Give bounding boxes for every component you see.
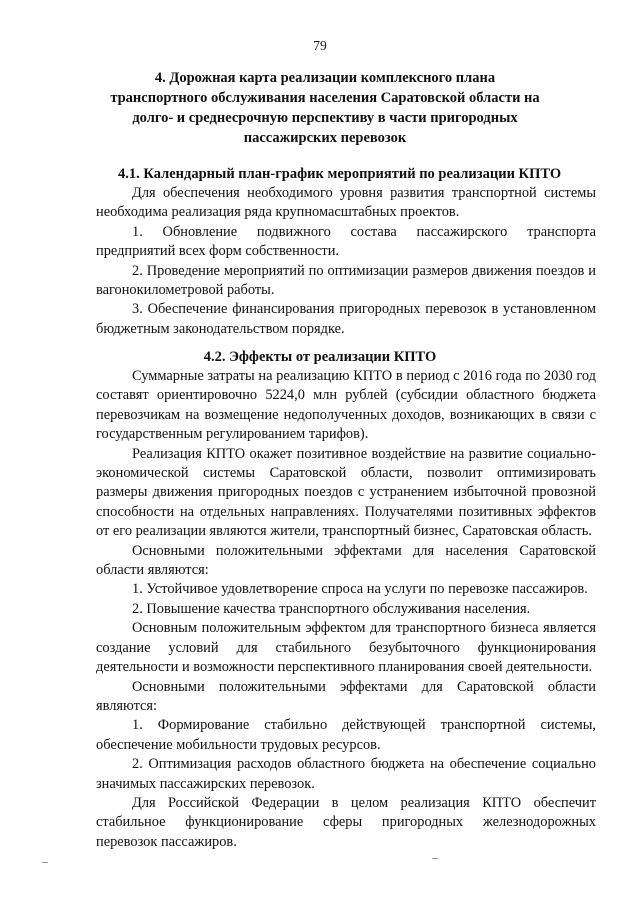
chapter-title: 4. Дорожная карта реализации комплексного плана транспортного обслуживания населения Саратовской области на долго- и среднесрочную перспективу в части пригородных пассажирских перевозок xyxy=(110,70,540,146)
section-heading-4-1: 4.1. Календарный план-график мероприятий по реализации КПТО xyxy=(118,166,562,182)
paragraph: Реализация КПТО окажет позитивное воздействие на развитие социально-экономической системы Саратовской области, позволит оптимизировать размеры движения пригородных поездов с устранением избыточной провозной способности на отдельных направлениях. Получателями позитивных эффектов от его реализации являются жители, транспортный бизнес, Саратовская область. xyxy=(96,445,596,540)
list-item: 1. Устойчивое удовлетворение спроса на услуги по перевозке пассажиров. xyxy=(132,581,588,598)
paragraph: Основным положительным эффектом для транспортного бизнеса является создание условий для стабильного безубыточного функционирования деятельности и возможности перспективного планирования своей деятельности. xyxy=(96,620,596,676)
section-4-2-body xyxy=(96,367,596,852)
scan-mark xyxy=(42,862,48,863)
list-item: 2. Повышение качества транспортного обслуживания населения. xyxy=(132,600,531,617)
paragraph: Для обеспечения необходимого уровня развития транспортной системы необходима реализация ряда крупномасштабных проектов. xyxy=(96,185,596,221)
paragraph: Основными положительными эффектами для населения Саратовской области являются: xyxy=(96,542,596,579)
list-item: 2. Оптимизация расходов областного бюджета на обеспечение социально значимых пассажирских перевозок. xyxy=(96,756,596,792)
list-item: 1. Обновление подвижного состава пассажирского транспорта предприятий всех форм собственности. xyxy=(96,223,596,260)
scan-mark xyxy=(432,858,438,859)
list-item: 2. Проведение мероприятий по оптимизации размеров движения поездов и вагонокилометровой работы. xyxy=(96,262,596,299)
paragraph: Для Российской Федерации в целом реализация КПТО обеспечит стабильное функционирование сферы пригородных железнодорожных перевозок пассажиров. xyxy=(96,794,596,850)
section-heading-4-2: 4.2. Эффекты от реализации КПТО xyxy=(203,349,437,365)
page-number: 79 xyxy=(313,38,327,53)
paragraph: Основными положительными эффектами для Саратовской области являются: xyxy=(96,678,596,714)
list-item: 3. Обеспечение финансирования пригородных перевозок в установленном бюджетным законодательством порядке. xyxy=(96,301,596,337)
paragraph: Суммарные затраты на реализацию КПТО в период с 2016 года по 2030 год составят ориентировочно 5224,0 млн рублей (субсидии областного бюджета перевозчикам на возмещение недополученных доходов, возникающих в связи с государственным регулированием тарифов). xyxy=(96,368,596,443)
list-item: 1. Формирование стабильно действующей транспортной системы, обеспечение мобильности трудовых ресурсов. xyxy=(96,717,596,753)
section-4-1-body xyxy=(96,184,596,339)
